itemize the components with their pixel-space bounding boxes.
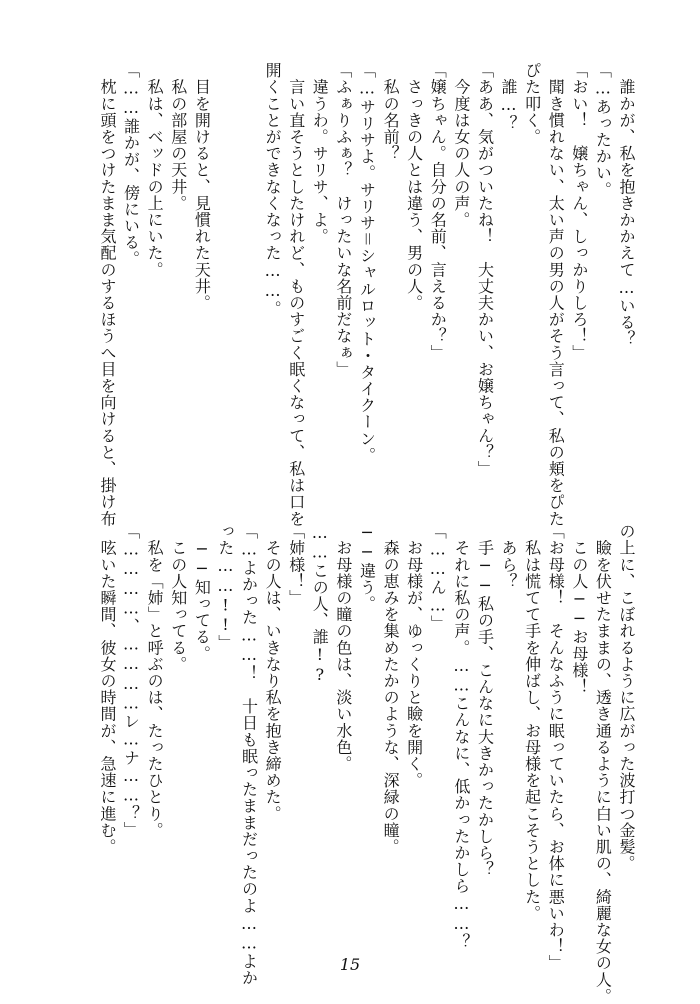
text-line: 「ふぁりふぁ？ けったいな名前だなぁ」: [333, 62, 353, 378]
text-line: 私は慌てて手を伸ばし、お母様を起こそうとした。: [522, 523, 542, 922]
text-line: 「ああ、気がついたね！ 大丈夫かい、お嬢ちゃん？」: [475, 62, 495, 477]
text-block-top: [95, 62, 638, 527]
text-line: 呟いた瞬間、彼女の時間が、急速に進む。: [97, 523, 117, 855]
text-line: 違うわ。サリサ、よ。: [310, 62, 330, 245]
text-line: 「…よかった……！ 十日も眠ったままだったのよ……よか: [239, 523, 259, 987]
text-line: 「…………、…………レ…ナ……？」: [121, 523, 141, 839]
text-line: 森の恵みを集めたかのような、深緑の瞳。: [381, 523, 401, 855]
page-number: 15: [339, 955, 361, 974]
text-line: [237, 62, 261, 492]
text-line: この人──お母様！: [569, 523, 589, 695]
text-line: 私は、ベッドの上にいた。: [145, 62, 165, 278]
text-line: 「姉様！」: [286, 523, 306, 606]
text-line: 誰かが、私を抱きかかえて…いる？: [617, 62, 636, 348]
text-line: 「……ん…」: [428, 523, 448, 632]
text-line: 開くことができなくなった……。: [263, 62, 283, 317]
text-line: 私の部屋の天井。: [168, 62, 188, 212]
text-line: 手──私の手、こんなに大きかったかしら？: [475, 523, 495, 878]
text-line: 「…サリサよ。サリサ＝シャルロット・タイクーン。: [357, 62, 377, 464]
text-line: 聞き慣れない、太い声の男の人がそう言って、私の頬をぴた: [546, 62, 566, 527]
text-line: 目を開けると、見慣れた天井。: [192, 62, 212, 311]
text-line: 言い直そうとしたけれど、ものすごく眠くなって、私は口を: [286, 62, 306, 527]
text-line: 瞼を伏せたままの、透き通るように白い肌の、綺麗な女の人。: [593, 523, 613, 1004]
text-line: った……!!」: [215, 523, 235, 652]
text-line: お母様の瞳の色は、淡い水色。: [333, 523, 353, 772]
text-line: それに私の声。……こんなに、低かったかしら……？: [451, 523, 471, 950]
text-line: お母様が、ゆっくりと瞼を開く。: [404, 523, 424, 789]
text-line: 私を「姉」と呼ぶのは、たったひとり。: [145, 523, 165, 839]
text-line: [213, 62, 237, 492]
text-line: 今度は女の人の声。: [451, 62, 471, 228]
text-line: 私の名前？: [381, 62, 401, 162]
text-line: の上に、こぼれるように広がった波打つ金髪。: [617, 523, 636, 872]
text-line: 「嬢ちゃん。自分の名前、言えるか？」: [428, 62, 448, 361]
text-line: ──知ってる。: [192, 523, 212, 662]
text-line: あら？: [499, 523, 519, 590]
text-line: その人は、いきなり私を抱き締めた。: [263, 523, 283, 822]
text-line: ──違う。: [357, 523, 377, 612]
text-line: 「…あったかい。: [593, 62, 613, 198]
text-line: 「お母様！ そんなふうに眠っていたら、お体に悪いわ！」: [546, 523, 566, 972]
text-line: 「おい！ 嬢ちゃん、しっかりしろ！」: [569, 62, 589, 361]
text-line: 「……誰かが、傍にいる。: [121, 62, 141, 268]
text-line: ぴた叩く。: [522, 62, 542, 145]
text-line: 枕に頭をつけたまま気配のするほうへ目を向けると、掛け布: [97, 62, 117, 527]
text-line: さっきの人とは違う、男の人。: [404, 62, 424, 311]
text-line: この人知ってる。: [168, 523, 188, 673]
text-line: 誰…？: [499, 62, 519, 132]
text-line: ……この人、誰!?: [310, 523, 330, 685]
